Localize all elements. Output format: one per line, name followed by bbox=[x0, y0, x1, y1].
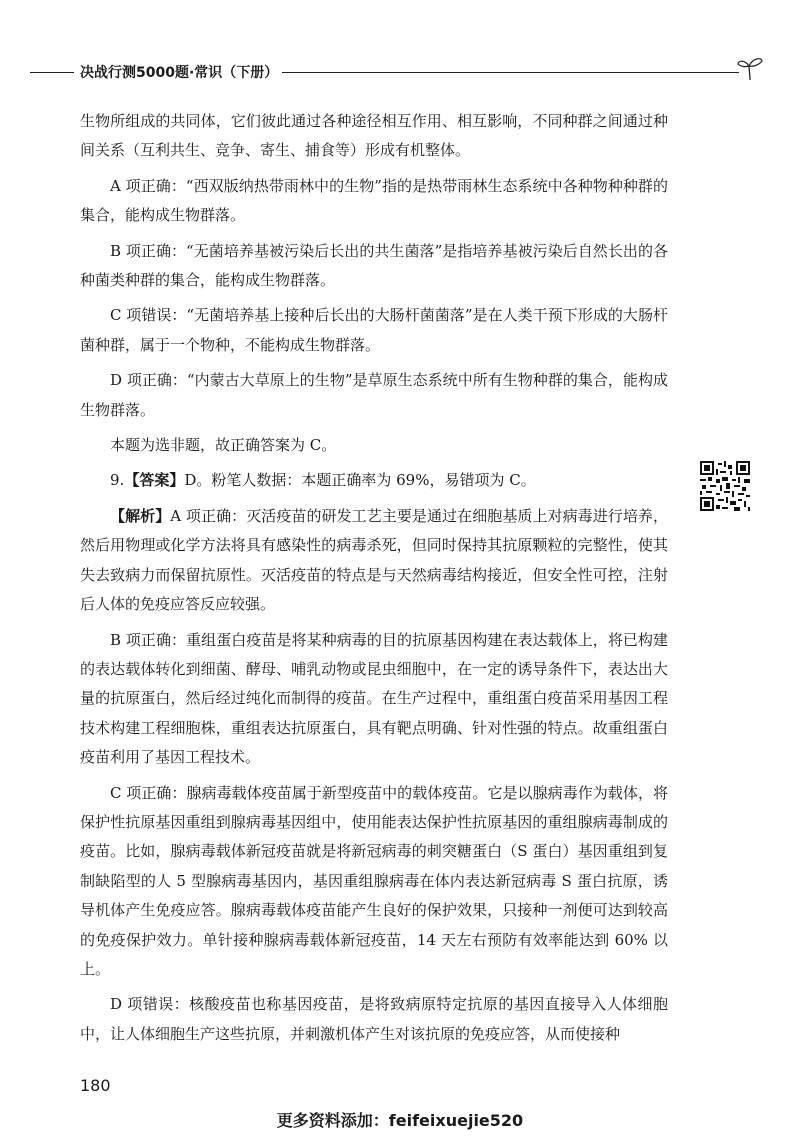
paragraph: A 项正确：“西双版纳热带雨林中的生物”指的是热带雨林生态系统中各种物种种群的集合，能构成生物群落。 bbox=[80, 176, 668, 225]
question-number: 9. bbox=[110, 471, 125, 490]
page-number: 180 bbox=[80, 1076, 111, 1095]
footer-note: 更多资料添加：feifeixuejie520 bbox=[276, 1111, 524, 1130]
paragraph: D 项正确：“内蒙古大草原上的生物”是草原生态系统中所有生物种群的集合，能构成生物群落。 bbox=[80, 371, 668, 419]
header-rule-right bbox=[282, 72, 739, 73]
paragraph: D 项错误：核酸疫苗也称基因疫苗，是将致病原特定抗原的基因直接导入人体细胞中，让人体细胞生产这些抗原，并刺激机体产生对该抗原的免疫应答，从而使接种 bbox=[80, 995, 668, 1043]
paragraph: C 项错误：“无菌培养基上接种后长出的大肠杆菌菌落”是在人类干预下形成的大肠杆菌种群，属于一个物种，不能构成生物群落。 bbox=[80, 306, 668, 354]
paragraph: B 项正确：重组蛋白疫苗是将某种病毒的目的抗原基因构建在表达载体上，将已构建的表达载体转化到细菌、酵母、哺乳动物或昆虫细胞中，在一定的诱导条件下，表达出大量的抗原蛋白，然后经过纯化而制得的疫苗。在生产过程中，重组蛋白疫苗采用基因工程技术构建工程细胞株，重组表达抗原蛋白，具有靶点明确、针对性强的特点。故重组蛋白疫苗利用了基因工程技术。 bbox=[80, 630, 668, 767]
qr-code-icon[interactable] bbox=[700, 461, 750, 511]
paragraph: 本题为选非题，故正确答案为 C。 bbox=[110, 436, 337, 455]
paragraph: 生物所组成的共同体，它们彼此通过各种途径相互作用、相互影响，不同种群之间通过种间关系（互利共生、竞争、寄生、捕食等）形成有机整体。 bbox=[80, 112, 668, 160]
header-rule-left bbox=[30, 72, 74, 73]
answer-line bbox=[80, 466, 668, 495]
analysis-text: A 项正确：灭活疫苗的研发工艺主要是通过在细胞基质上对病毒进行培养，然后用物理或化学方法将具有感染性的病毒杀死，但同时保持其抗原颗粒的完整性，使其失去致病力而保留抗原性。灭活疫苗的特点是与天然病毒结构接近，但安全性可控，注射后人体的免疫应答反应较强。 bbox=[80, 506, 668, 614]
sprout-icon bbox=[735, 52, 765, 82]
paragraph: C 项正确：腺病毒载体疫苗属于新型疫苗中的载体疫苗。它是以腺病毒作为载体，将保护性抗原基因重组到腺病毒基因组中，使用能表达保护性抗原基因的重组腺病毒制成的疫苗。比如，腺病毒载体新冠疫苗就是将新冠病毒的刺突糖蛋白（S 蛋白）基因重组到复制缺陷型的人 5 型腺病毒基因内，基因重组腺病毒在体内表达新冠病毒 S 蛋白抗原，诱导机体产生免疫应答。腺病毒载体疫苗能产生良好的保护效果，只接种一剂便可达到较高的免疫保护效力。单针接种腺病毒载体新冠疫苗，14 天左右预防有效率能达到 60% 以上。 bbox=[80, 783, 668, 978]
analysis-paragraph bbox=[80, 502, 668, 620]
page-body bbox=[80, 107, 668, 1055]
answer-label: 【答案】 bbox=[124, 471, 185, 490]
book-title: 决战行测5000题·常识（下册） bbox=[80, 65, 279, 81]
paragraph: B 项正确：“无菌培养基被污染后长出的共生菌落”是指培养基被污染后自然长出的各种菌类种群的集合，能构成生物群落。 bbox=[80, 241, 668, 290]
analysis-label: 【解析】 bbox=[110, 506, 171, 525]
answer-text: D。粉笔人数据：本题正确率为 69%，易错项为 C。 bbox=[184, 471, 536, 490]
running-header bbox=[30, 60, 765, 84]
